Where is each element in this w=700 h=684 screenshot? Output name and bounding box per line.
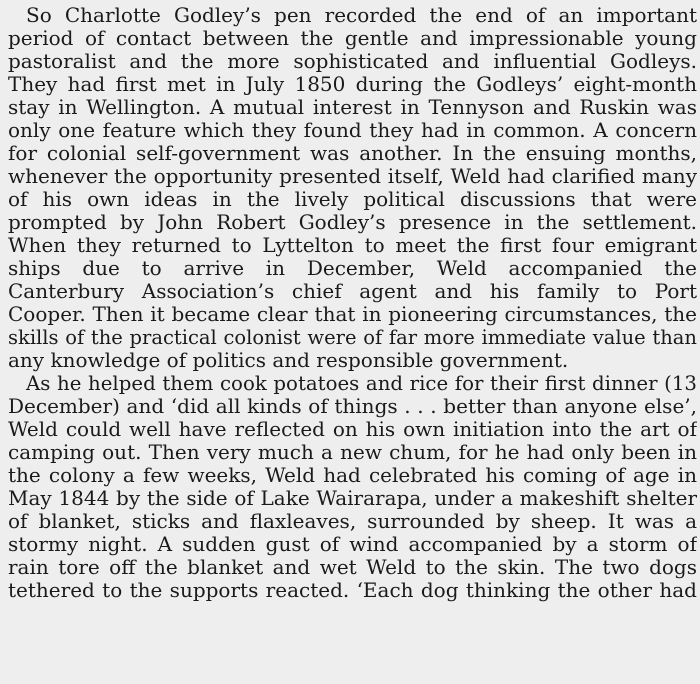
text-line: So Charlotte Godley’s pen recorded the end of an important bbox=[26, 4, 697, 27]
body-text bbox=[8, 4, 697, 602]
text-line: tethered to the supports reacted. ‘Each dog thinking the other had bbox=[8, 579, 697, 602]
text-line: They had first met in July 1850 during the Godleys’ eight-month bbox=[8, 73, 697, 96]
text-line: any knowledge of politics and responsible government. bbox=[8, 349, 569, 372]
text-line: pastoralist and the more sophisticated and influential Godleys. bbox=[8, 50, 697, 73]
text-line: December) and ‘did all kinds of things . . . better than anyone else’, bbox=[8, 395, 697, 418]
text-line: prompted by John Robert Godley’s presence in the settlement. bbox=[8, 211, 697, 234]
text-line: whenever the opportunity presented itself, Weld had clarified many bbox=[8, 165, 697, 188]
text-line: the colony a few weeks, Weld had celebrated his coming of age in bbox=[8, 464, 697, 487]
text-line: Cooper. Then it became clear that in pioneering circumstances, the bbox=[8, 303, 697, 326]
text-line: Canterbury Association’s chief agent and his family to Port bbox=[8, 280, 697, 303]
paragraph-1 bbox=[8, 4, 697, 372]
text-line: As he helped them cook potatoes and rice for their first dinner (13 bbox=[26, 372, 697, 395]
text-line: for colonial self-government was another. In the ensuing months, bbox=[8, 142, 697, 165]
text-line: stormy night. A sudden gust of wind accompanied by a storm of bbox=[8, 533, 697, 556]
text-line: skills of the practical colonist were of far more immediate value than bbox=[8, 326, 697, 349]
text-line: of blanket, sticks and flaxleaves, surrounded by sheep. It was a bbox=[8, 510, 697, 533]
text-line: camping out. Then very much a new chum, for he had only been in bbox=[8, 441, 697, 464]
text-line: only one feature which they found they had in common. A concern bbox=[8, 119, 697, 142]
text-line: period of contact between the gentle and impressionable young bbox=[8, 27, 697, 50]
text-line: stay in Wellington. A mutual interest in Tennyson and Ruskin was bbox=[8, 96, 697, 119]
text-line: of his own ideas in the lively political discussions that were bbox=[8, 188, 697, 211]
paragraph-2 bbox=[8, 372, 697, 602]
text-line: rain tore off the blanket and wet Weld to the skin. The two dogs bbox=[8, 556, 697, 579]
text-line: When they returned to Lyttelton to meet the first four emigrant bbox=[8, 234, 697, 257]
text-line: May 1844 by the side of Lake Wairarapa, under a makeshift shelter bbox=[8, 487, 697, 510]
text-line: ships due to arrive in December, Weld accompanied the bbox=[8, 257, 697, 280]
text-line: Weld could well have reflected on his own initiation into the art of bbox=[8, 418, 697, 441]
